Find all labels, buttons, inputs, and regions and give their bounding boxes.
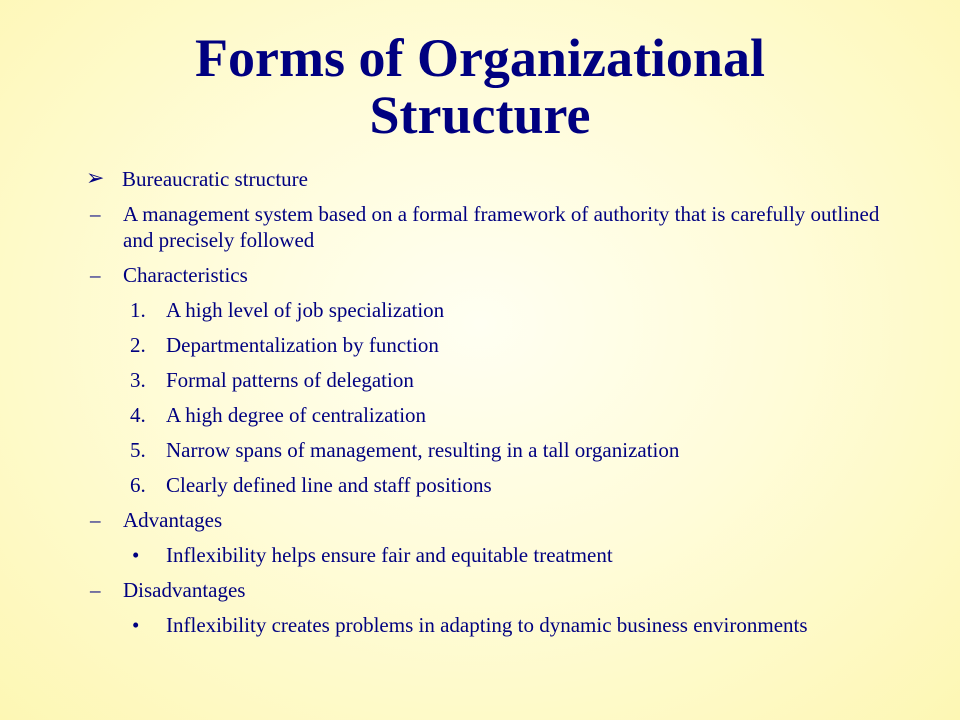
numbered-item — [90, 472, 910, 498]
title-line-2: Structure — [369, 85, 591, 145]
dash-marker: – — [90, 508, 101, 532]
title-line-1: Forms of Organizational — [195, 28, 765, 88]
item-number: 1. — [130, 298, 146, 322]
item-text: A high level of job specialization — [166, 298, 445, 322]
sub-bullet-disadvantages — [90, 577, 910, 603]
dash-marker: – — [90, 263, 101, 287]
item-number: 6. — [130, 473, 146, 497]
sub-bullet-text: A management system based on a formal framework of authority that is carefully outlined and precisely followed — [123, 202, 880, 252]
bullet-text: Bureaucratic structure — [122, 167, 308, 191]
sub-bullet-definition — [90, 201, 910, 253]
item-number: 5. — [130, 438, 146, 462]
numbered-item — [90, 402, 910, 428]
item-text: A high degree of centralization — [166, 403, 427, 427]
dash-marker: – — [90, 202, 101, 226]
item-text: Narrow spans of management, resulting in a tall organization — [166, 438, 680, 462]
item-text: Inflexibility helps ensure fair and equitable treatment — [166, 543, 613, 567]
bullet-bureaucratic-structure — [86, 166, 910, 192]
dot-bullet-icon: • — [132, 543, 140, 567]
sub-bullet-text: Advantages — [123, 508, 223, 532]
numbered-item — [90, 297, 910, 323]
item-text: Departmentalization by function — [166, 333, 439, 357]
slide-body — [86, 166, 910, 647]
dot-bullet-icon: • — [132, 613, 140, 637]
item-number: 3. — [130, 368, 146, 392]
item-text: Clearly defined line and staff positions — [166, 473, 492, 497]
dash-marker: – — [90, 578, 101, 602]
item-text: Inflexibility creates problems in adapting to dynamic business environments — [166, 613, 808, 637]
numbered-item — [90, 367, 910, 393]
disadvantage-item — [90, 612, 910, 638]
sub-bullet-text: Disadvantages — [123, 578, 246, 602]
sub-bullet-text: Characteristics — [123, 263, 248, 287]
advantage-item — [90, 542, 910, 568]
arrow-bullet-icon: ➢ — [86, 166, 105, 191]
numbered-item — [90, 437, 910, 463]
numbered-item — [90, 332, 910, 358]
slide-title — [80, 30, 880, 144]
item-number: 2. — [130, 333, 146, 357]
sub-bullet-characteristics — [90, 262, 910, 288]
item-text: Formal patterns of delegation — [166, 368, 414, 392]
sub-bullet-advantages — [90, 507, 910, 533]
item-number: 4. — [130, 403, 146, 427]
